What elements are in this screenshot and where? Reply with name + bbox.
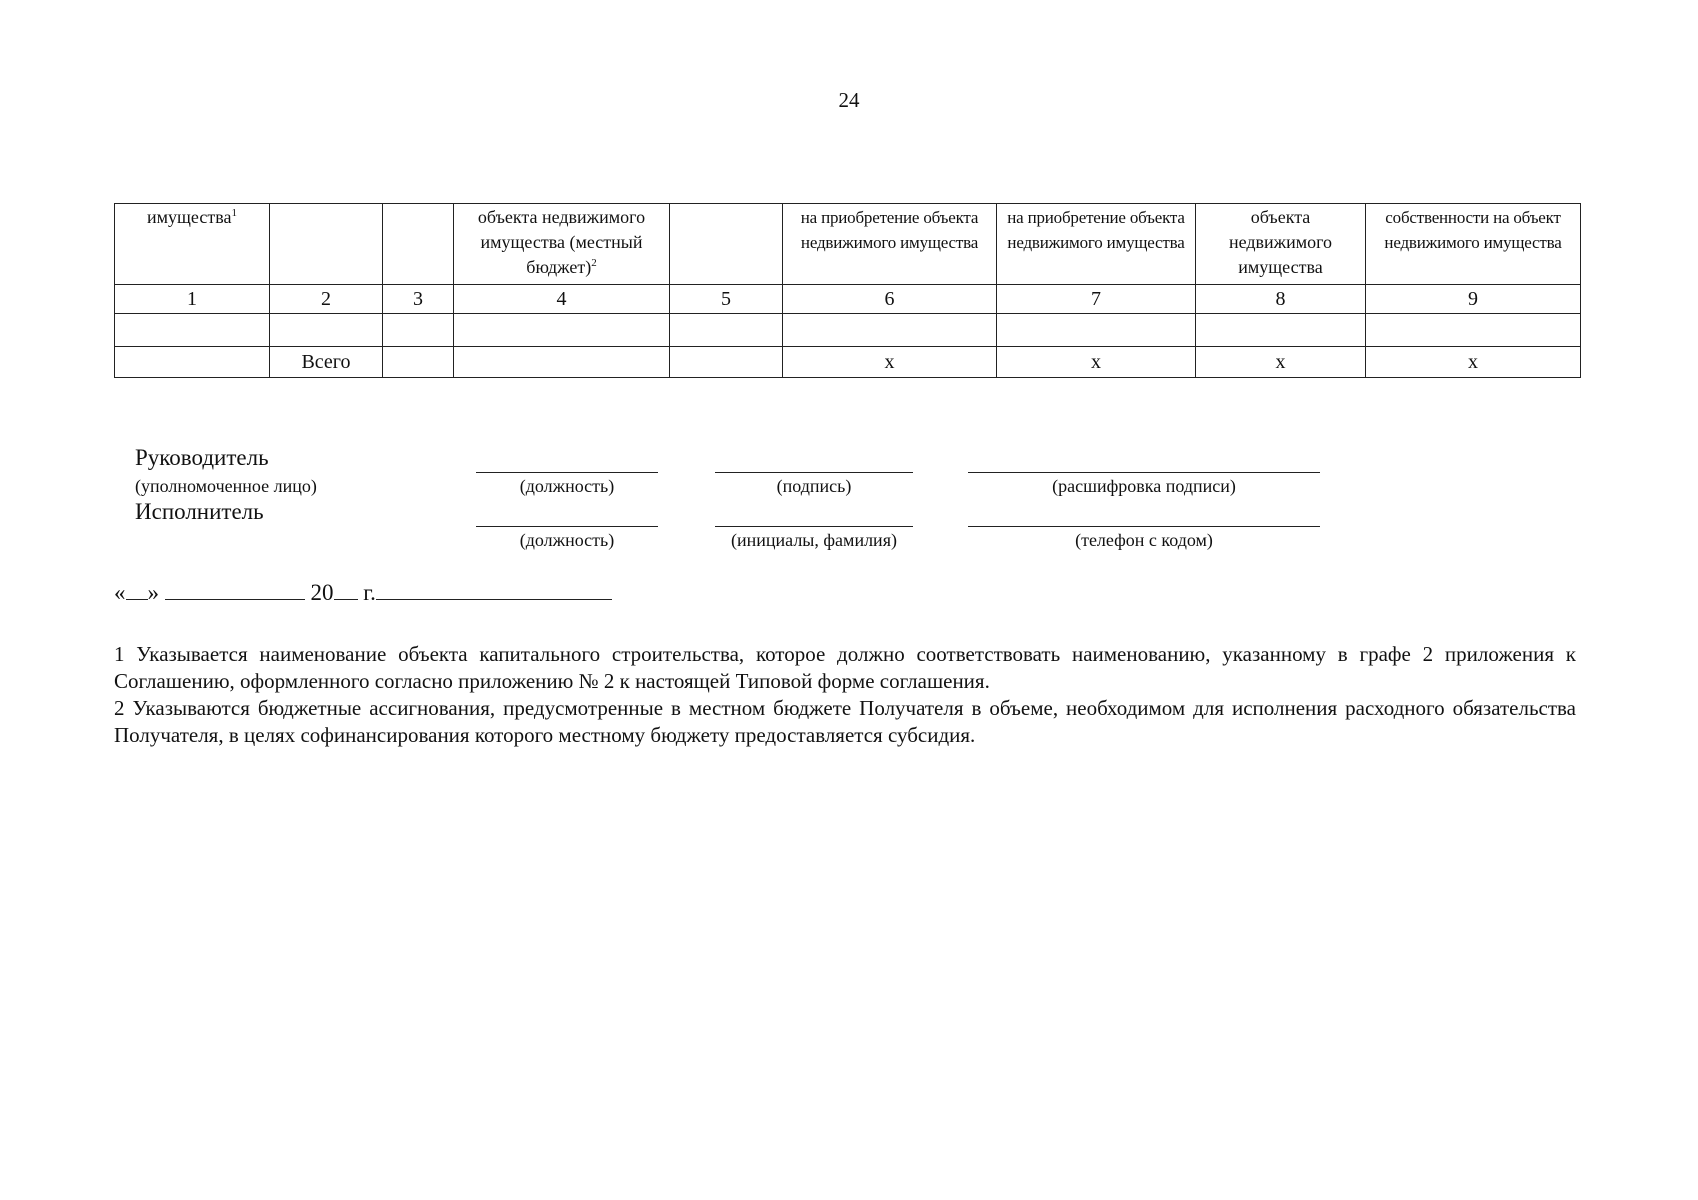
year-suffix: г.	[363, 580, 376, 605]
header-cell: на приобретение объекта недвижимого имущества	[997, 204, 1196, 285]
total-cell	[383, 347, 454, 378]
executor-name-caption: (инициалы, фамилия)	[731, 530, 897, 550]
head-decoding-caption: (расшифровка подписи)	[1052, 476, 1236, 496]
month-blank	[165, 581, 305, 600]
table-cell	[783, 314, 997, 347]
table-cell	[270, 314, 383, 347]
total-cell	[454, 347, 670, 378]
header-cell	[270, 204, 383, 285]
close-quote: »	[147, 580, 159, 605]
table-cell	[670, 314, 783, 347]
table-cell	[997, 314, 1196, 347]
header-cell: имущества$^1$	[115, 204, 270, 285]
column-number: 2	[270, 285, 383, 314]
executor-name-line	[715, 526, 913, 527]
page-number: 24	[838, 88, 860, 112]
head-title: Руководитель	[135, 445, 269, 470]
head-signature-line	[715, 472, 913, 473]
trailing-blank	[376, 581, 612, 600]
executor-phone-line	[968, 526, 1320, 527]
total-row	[115, 347, 1581, 378]
total-cell: x	[1196, 347, 1366, 378]
total-cell	[115, 347, 270, 378]
head-signature-caption: (подпись)	[776, 476, 852, 496]
head-subtitle: (уполномоченное лицо)	[135, 476, 317, 496]
table-header-row	[115, 204, 1581, 285]
date-line	[114, 580, 612, 606]
executor-position-caption: (должность)	[519, 530, 615, 550]
total-cell: Всего	[270, 347, 383, 378]
head-position-line	[476, 472, 658, 473]
column-number: 1	[115, 285, 270, 314]
footnote-1: 1 Указывается наименование объекта капитального строительства, которое должно соответствовать наименованию, указанному в графе 2 приложения к Соглашению, оформленного согласно приложению № 2 к настоящей Типовой форме соглашения.	[114, 642, 1576, 693]
column-number: 6	[783, 285, 997, 314]
column-number: 5	[670, 285, 783, 314]
header-cell: объекта недвижимого имущества	[1196, 204, 1366, 285]
property-table	[114, 203, 1581, 378]
day-blank	[126, 581, 148, 600]
head-position-caption: (должность)	[519, 476, 615, 496]
year-blank	[334, 581, 358, 600]
header-cell	[383, 204, 454, 285]
table-row	[115, 314, 1581, 347]
header-cell: собственности на объект недвижимого имущества	[1366, 204, 1581, 285]
footnote-2: 2 Указываются бюджетные ассигнования, предусмотренные в местном бюджете Получателя в объеме, необходимом для исполнения расходного обязательства Получателя, в целях софинансирования которого местному бюджету предоставляется субсидия.	[114, 696, 1576, 747]
total-cell: x	[1366, 347, 1581, 378]
table-cell	[115, 314, 270, 347]
column-number: 3	[383, 285, 454, 314]
total-cell	[670, 347, 783, 378]
header-cell	[670, 204, 783, 285]
table-cell	[1366, 314, 1581, 347]
header-cell: объекта недвижимого имущества (местный бюджет)$^2$	[454, 204, 670, 285]
executor-position-line	[476, 526, 658, 527]
open-quote: «	[114, 580, 126, 605]
table-cell	[454, 314, 670, 347]
column-number: 8	[1196, 285, 1366, 314]
header-cell: на приобретение объекта недвижимого имущества	[783, 204, 997, 285]
table-cell	[1196, 314, 1366, 347]
total-cell: x	[783, 347, 997, 378]
column-number: 7	[997, 285, 1196, 314]
column-number: 4	[454, 285, 670, 314]
column-numbers-row	[115, 285, 1581, 314]
executor-title: Исполнитель	[135, 499, 264, 524]
table-cell	[383, 314, 454, 347]
executor-phone-caption: (телефон с кодом)	[1075, 530, 1213, 550]
year-prefix: 20	[310, 580, 334, 605]
total-cell: x	[997, 347, 1196, 378]
column-number: 9	[1366, 285, 1581, 314]
head-decoding-line	[968, 472, 1320, 473]
